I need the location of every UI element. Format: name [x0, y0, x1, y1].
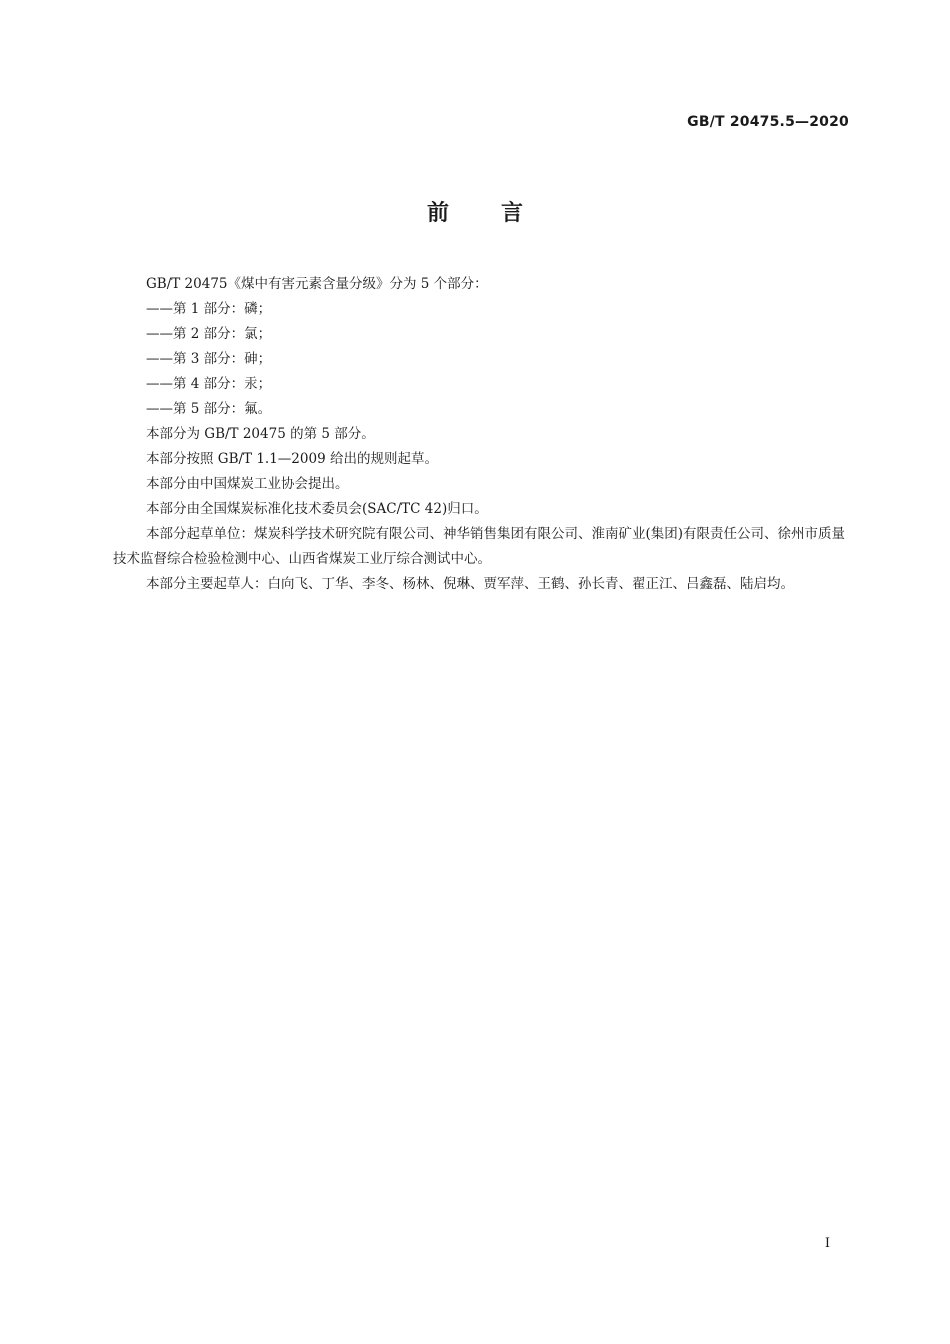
list-item-part-5: ——第 5 部分：氟。 — [146, 401, 272, 417]
title-char-1: 前 — [426, 201, 449, 226]
foreword-body — [113, 272, 850, 597]
paragraph-part-statement: 本部分为 GB/T 20475 的第 5 部分。 — [146, 426, 375, 442]
paragraph-committee: 本部分由全国煤炭标准化技术委员会(SAC/TC 42)归口。 — [146, 501, 488, 517]
paragraph-drafting-rules: 本部分按照 GB/T 1.1—2009 给出的规则起草。 — [146, 451, 438, 467]
list-item-part-2: ——第 2 部分：氯； — [146, 326, 272, 342]
standard-code: GB/T 20475.5—2020 — [687, 114, 849, 130]
page-number: I — [824, 1236, 830, 1251]
paragraph-drafters: 本部分主要起草人：白向飞、丁华、李冬、杨林、倪琳、贾军萍、王鹤、孙长青、翟正江、吕鑫磊、陆启均。 — [146, 576, 794, 592]
paragraph-proposer: 本部分由中国煤炭工业协会提出。 — [146, 476, 349, 492]
paragraph-drafting-units: 本部分起草单位：煤炭科学技术研究院有限公司、神华销售集团有限公司、淮南矿业(集团)有限责任公司、徐州市质量技术监督综合检验检测中心、山西省煤炭工业厅综合测试中心。 — [113, 526, 846, 567]
list-item-part-3: ——第 3 部分：砷； — [146, 351, 272, 367]
list-item-part-1: ——第 1 部分：磷； — [146, 301, 272, 317]
list-item-part-4: ——第 4 部分：汞； — [146, 376, 272, 392]
title-char-2: 言 — [501, 201, 524, 226]
paragraph-intro: GB/T 20475《煤中有害元素含量分级》分为 5 个部分： — [146, 276, 488, 292]
page-title — [0, 196, 950, 227]
